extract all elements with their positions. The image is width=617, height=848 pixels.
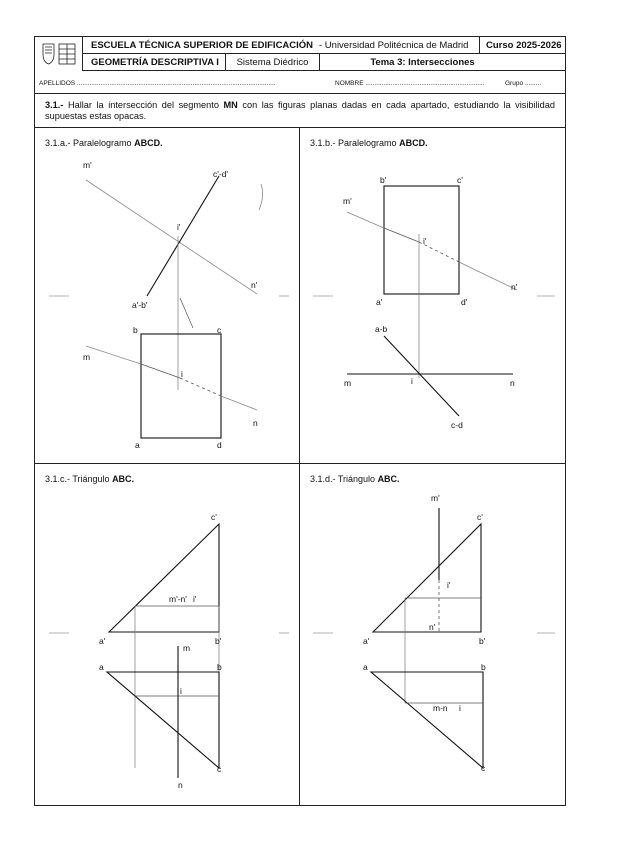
- c-label-m: m: [183, 643, 191, 653]
- c-label-c: c: [217, 764, 222, 774]
- a-label-ab1: a'-b': [132, 300, 148, 310]
- b-mn-vertical-left: [347, 212, 384, 228]
- a-mn-horizontal-mid: [141, 364, 180, 378]
- exercise-a-drawing: [49, 160, 289, 450]
- subject-label: GEOMETRÍA DESCRIPTIVA I: [91, 56, 219, 68]
- a-label-c: c: [217, 325, 222, 335]
- exercise-a-shape: Paralelogramo: [73, 138, 132, 148]
- course-label: Curso 2025-2026: [479, 37, 567, 53]
- a-parallelogram-horizontal: [141, 334, 221, 438]
- d-label-c1: c': [477, 512, 483, 522]
- c-label-a1: a': [99, 636, 106, 646]
- statement-text-2: con las figuras planas dadas en cada apartado, estudiando la visibilidad supuestas estas opacas.: [45, 100, 555, 121]
- a-label-n1: n': [251, 280, 258, 290]
- exercise-c-drawing: [49, 512, 289, 790]
- exercise-c-figure: ABC.: [112, 474, 135, 484]
- surname-field[interactable]: APELLIDOS ..............................................................................................................: [39, 80, 276, 87]
- b-mn-vertical-right: [459, 262, 517, 290]
- statement-number: 3.1.-: [45, 100, 64, 110]
- exercise-b-shape: Paralelogramo: [338, 138, 397, 148]
- a-label-cd1: c'-d': [213, 169, 229, 179]
- b-label-a1: a': [376, 297, 383, 307]
- c-label-b: b: [217, 662, 222, 672]
- d-label-i1: i': [447, 580, 451, 590]
- b-label-i1: i': [423, 236, 427, 246]
- exercise-d-drawing: [313, 493, 555, 773]
- exercise-b-drawing: [313, 175, 555, 430]
- d-triangle-vertical: [373, 524, 481, 632]
- d-label-b1: b': [479, 636, 486, 646]
- a-plane-trace-vertical: [147, 176, 219, 296]
- b-plane-trace-horizontal: [384, 336, 459, 416]
- b-label-i: i: [411, 376, 413, 386]
- header-box: [34, 36, 566, 94]
- name-field[interactable]: NOMBRE ..................................................................: [335, 80, 485, 87]
- a-pencil-mark: [259, 184, 263, 210]
- exercise-d-shape: Triángulo: [337, 474, 376, 484]
- b-mn-vertical-mid: [384, 228, 419, 242]
- exercise-grid: [34, 128, 566, 806]
- exercise-c-shape: Triángulo: [72, 474, 110, 484]
- statement-text-1: Hallar la intersección del segmento: [67, 100, 219, 110]
- university-name: - Universidad Politécnica de Madrid: [319, 39, 469, 51]
- dihedral-drawings: [35, 128, 567, 806]
- a-label-m1: m': [83, 160, 92, 170]
- d-label-mn: m-n: [433, 703, 448, 713]
- a-mn-horizontal-left: [86, 346, 141, 364]
- school-name: ESCUELA TÉCNICA SUPERIOR DE EDIFICACIÓN: [91, 39, 314, 51]
- d-label-a1: a': [363, 636, 370, 646]
- crest-icon: [35, 37, 83, 71]
- d-label-n1: n': [429, 622, 436, 632]
- c-label-a: a: [99, 662, 104, 672]
- a-mn-hidden-part: [180, 378, 221, 396]
- system-label: Sistema Diédrico: [225, 54, 319, 70]
- b-label-ab: a-b: [375, 324, 388, 334]
- b-label-c1: c': [457, 175, 463, 185]
- b-label-m1: m': [343, 196, 352, 206]
- university-logo: [35, 37, 83, 71]
- b-label-n: n: [510, 378, 515, 388]
- group-field[interactable]: Grupo .........: [505, 80, 542, 87]
- d-label-c: c: [481, 763, 486, 773]
- a-label-i1: i': [177, 222, 181, 232]
- d-triangle-horizontal: [371, 672, 483, 768]
- a-reference-line-2: [180, 298, 193, 328]
- c-triangle-horizontal: [107, 672, 219, 768]
- exercise-a-figure: ABCD.: [134, 138, 163, 148]
- exercise-d-id: 3.1.d.-: [310, 474, 336, 484]
- d-label-m1: m': [431, 493, 440, 503]
- a-label-i: i: [181, 369, 183, 379]
- c-label-i: i: [180, 686, 182, 696]
- a-label-m: m: [83, 352, 91, 362]
- exercise-d-figure: ABC.: [377, 474, 400, 484]
- d-label-b: b: [481, 662, 486, 672]
- c-label-i1: i': [193, 594, 197, 604]
- c-label-c1: c': [211, 512, 217, 522]
- exercise-a-id: 3.1.a.-: [45, 138, 71, 148]
- b-label-d1: d': [461, 297, 468, 307]
- exercise-sheet: [34, 36, 566, 806]
- exercise-b-id: 3.1.b.-: [310, 138, 336, 148]
- b-label-m: m: [344, 378, 352, 388]
- header-row-2: [83, 54, 565, 71]
- d-label-a: a: [363, 662, 368, 672]
- b-label-cd: c-d: [451, 420, 463, 430]
- c-triangle-vertical: [109, 524, 219, 632]
- b-parallelogram-vertical: [384, 186, 459, 294]
- c-label-mn1: m'-n': [169, 594, 187, 604]
- a-mn-horizontal-right: [221, 396, 257, 410]
- c-label-b1: b': [215, 636, 222, 646]
- segment-name: MN: [223, 100, 238, 110]
- a-label-b: b: [133, 325, 138, 335]
- student-info-row: [35, 71, 565, 95]
- exercise-c-id: 3.1.c.-: [45, 474, 71, 484]
- header-row-1: [83, 37, 565, 54]
- d-label-i: i: [459, 703, 461, 713]
- a-label-d: d: [217, 440, 222, 450]
- b-label-b1: b': [380, 175, 387, 185]
- a-segment-mn-vertical: [86, 180, 257, 294]
- topic-label: Tema 3: Intersecciones: [319, 54, 565, 70]
- a-label-a: a: [135, 440, 140, 450]
- b-label-n1: n': [511, 282, 518, 292]
- problem-statement: [34, 94, 566, 128]
- a-label-n: n: [253, 418, 258, 428]
- c-label-n: n: [178, 780, 183, 790]
- exercise-b-figure: ABCD.: [399, 138, 428, 148]
